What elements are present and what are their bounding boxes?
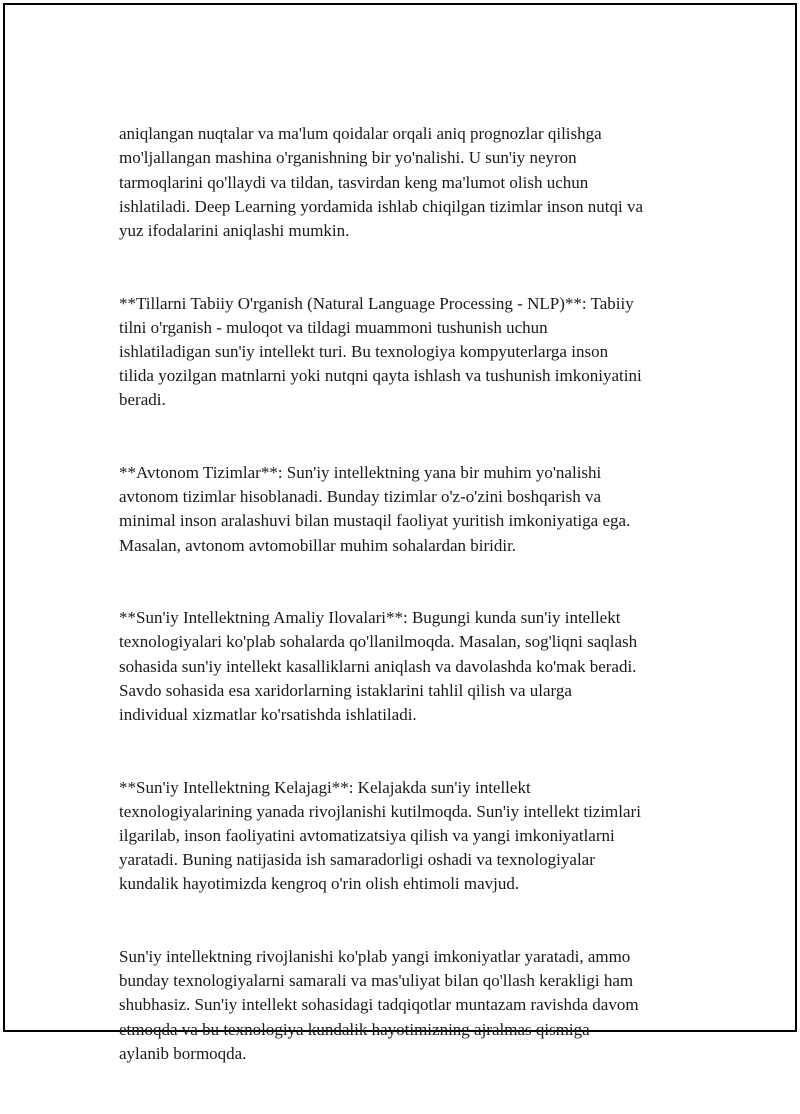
paragraph-autonomous-systems: **Avtonom Tizimlar**: Sun'iy intellektning yana bir muhim yo'nalishi avtonom tizimlar hisoblanadi. Bunday tizimlar o'z-o'zini boshqarish va minimal inson aralashuvi bilan mustaqil faoliyat yuritish imkoniyatiga ega. Masalan, avtonom avtomobillar muhim sohalardan biridir.: [119, 463, 631, 555]
paragraph-conclusion: Sun'iy intellektning rivojlanishi ko'plab yangi imkoniyatlar yaratadi, ammo bunday texnologiyalarni samarali va mas'uliyat bilan qo'llash kerakligi ham shubhasiz. Sun'iy intellekt sohasidagi tadqiqotlar muntazam ravishda davom etmoqda va bu texnologiya kundalik hayotimizning ajralmas qismiga aylanib bormoqda.: [119, 947, 639, 1063]
paragraph-future: **Sun'iy Intellektning Kelajagi**: Kelajakda sun'iy intellekt texnologiyalarining yanada rivojlanishi kutilmoqda. Sun'iy intellekt tizimlari ilgarilab, inson faoliyatini avtomatizatsiya qilish va yangi imkoniyatlarni yaratadi. Buning natijasida ish samaradorligi oshadi va texnologiyalar kundalik hayotimizda kengroq o'rin olish ehtimoli mavjud.: [119, 777, 641, 894]
document-body: [119, 98, 709, 1114]
paragraph-practical-applications: **Sun'iy Intellektning Amaliy Ilovalari**: Bugungi kunda sun'iy intellekt texnologiyalari ko'plab sohalarda qo'llanilmoqda. Masalan, sog'liqni saqlash sohasida sun'iy intellekt kasalliklarni aniqlash va davolashda ko'mak beradi. Savdo sohasida esa xaridorlarning istaklarini tahlil qilish va ularga individual xizmatlar ko'rsatishda ishlatiladi.: [119, 608, 638, 725]
paragraph-nlp: **Tillarni Tabiiy O'rganish (Natural Language Processing - NLP)**: Tabiiy tilni o'rganish - muloqot va tildagi muammoni tushunish uchun ishlatiladigan sun'iy intellekt turi. Bu texnologiya kompyuterlarga inson tilida yozilgan matnlarni yoki nutqni qayta ishlash va tushunish imkoniyatini beradi.: [119, 293, 642, 410]
paragraph-deep-learning: aniqlangan nuqtalar va ma'lum qoidalar orqali aniq prognozlar qilishga mo'ljallangan mashina o'rganishning bir yo'nalishi. U sun'iy neyron tarmoqlarini qo'llaydi va tildan, tasvirdan keng ma'lumot olish uchun ishlatiladi. Deep Learning yordamida ishlab chiqilgan tizimlar inson nutqi va yuz ifodalarini aniqlashi mumkin.: [119, 124, 644, 241]
page-frame: [3, 3, 797, 1063]
